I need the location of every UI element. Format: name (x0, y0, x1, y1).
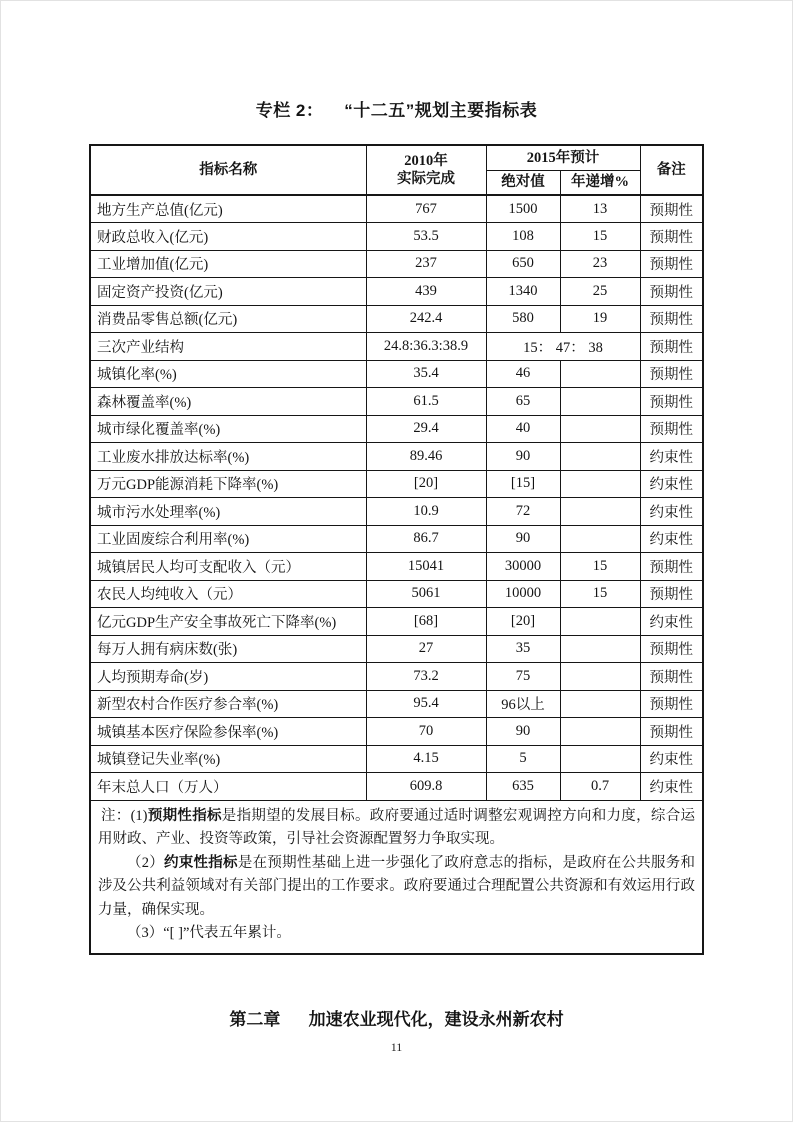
annual-growth-cell (560, 635, 640, 663)
header-indicator-name: 指标名称 (90, 145, 366, 195)
header-row-1 (90, 145, 703, 170)
remark-cell: 约束性 (640, 443, 703, 471)
note-paragraph (98, 922, 695, 946)
note-text: （2） (127, 854, 165, 871)
table-row (90, 250, 703, 278)
annual-growth-cell: 13 (560, 195, 640, 223)
annual-growth-cell: 0.7 (560, 773, 640, 801)
indicator-name-cell: 工业增加值(亿元) (90, 250, 366, 278)
annual-growth-cell: 19 (560, 305, 640, 333)
note-text: 是在预期性基础上进一步强化了政府意志的指标，是政府在公共服务和涉及公共利益领域对有关部门提出的工作要求。政府要通过合理配置公共资源和有效运用行政力量，确保实现。 (98, 854, 696, 918)
table-header (90, 145, 703, 195)
annual-growth-cell (560, 608, 640, 636)
remark-cell: 预期性 (640, 580, 703, 608)
value-2015-absolute-cell: 580 (486, 305, 560, 333)
value-2015-absolute-cell: 46 (486, 360, 560, 388)
value-2015-absolute-cell: 1340 (486, 278, 560, 306)
indicator-name-cell: 亿元GDP生产安全事故死亡下降率(%) (90, 608, 366, 636)
indicator-name-cell: 消费品零售总额(亿元) (90, 305, 366, 333)
table-row (90, 663, 703, 691)
value-2010-cell: [20] (366, 470, 486, 498)
value-2010-cell: 237 (366, 250, 486, 278)
value-2015-absolute-cell: 108 (486, 223, 560, 251)
table-row (90, 718, 703, 746)
annual-growth-cell (560, 718, 640, 746)
value-2010-cell: 609.8 (366, 773, 486, 801)
annual-growth-cell: 15 (560, 553, 640, 581)
indicator-name-cell: 万元GDP能源消耗下降率(%) (90, 470, 366, 498)
header-2015-forecast: 2015年预计 (486, 145, 640, 170)
notes (90, 800, 703, 954)
annual-growth-cell: 15 (560, 223, 640, 251)
value-2015-absolute-cell: 90 (486, 443, 560, 471)
indicator-name-cell: 每万人拥有病床数(张) (90, 635, 366, 663)
indicator-name-cell: 地方生产总值(亿元) (90, 195, 366, 223)
table-row (90, 498, 703, 526)
indicator-name-cell: 森林覆盖率(%) (90, 388, 366, 416)
remark-cell: 预期性 (640, 305, 703, 333)
header-2010-line1: 2010年 (404, 152, 448, 169)
value-2010-cell: 24.8:36.3:38.9 (366, 333, 486, 361)
remark-cell: 约束性 (640, 608, 703, 636)
page-number: 11 (390, 1040, 403, 1055)
indicator-name-cell: 工业废水排放达标率(%) (90, 443, 366, 471)
table-footer (90, 800, 703, 954)
annual-growth-cell (560, 525, 640, 553)
remark-cell: 约束性 (640, 745, 703, 773)
remark-cell: 预期性 (640, 333, 703, 361)
annual-growth-cell (560, 388, 640, 416)
table-title: 专栏 2： “十二五”规划主要指标表 (255, 101, 538, 120)
table-row (90, 553, 703, 581)
header-annual-growth: 年递增% (560, 170, 640, 195)
indicator-name-cell: 农民人均纯收入（元） (90, 580, 366, 608)
note-term-bold: 约束性指标 (164, 854, 238, 871)
annual-growth-cell (560, 663, 640, 691)
value-2010-cell: 70 (366, 718, 486, 746)
value-2015-absolute-cell: 40 (486, 415, 560, 443)
remark-cell: 预期性 (640, 360, 703, 388)
remark-cell: 预期性 (640, 195, 703, 223)
value-2015-absolute-cell: [20] (486, 608, 560, 636)
indicator-name-cell: 三次产业结构 (90, 333, 366, 361)
value-2010-cell: 15041 (366, 553, 486, 581)
table-row (90, 415, 703, 443)
table-row (90, 525, 703, 553)
indicator-name-cell: 城镇基本医疗保险参保率(%) (90, 718, 366, 746)
table-row (90, 470, 703, 498)
annual-growth-cell: 15 (560, 580, 640, 608)
table-row (90, 333, 703, 361)
remark-cell: 预期性 (640, 278, 703, 306)
value-2010-cell: 4.15 (366, 745, 486, 773)
indicator-name-cell: 城市绿化覆盖率(%) (90, 415, 366, 443)
note-paragraph (98, 852, 695, 923)
note-text: 是指期望的发展目标。政府要通过适时调整宏观调控方向和力度，综合运用财政、产业、投资等政策，引导社会资源配置努力争取实现。 (98, 807, 695, 848)
indicator-name-cell: 人均预期寿命(岁) (90, 663, 366, 691)
header-remark: 备注 (640, 145, 703, 195)
value-2010-cell: 5061 (366, 580, 486, 608)
indicator-name-cell: 城镇化率(%) (90, 360, 366, 388)
table-row (90, 580, 703, 608)
note-term-bold: 预期性指标 (147, 807, 222, 824)
remark-cell: 约束性 (640, 773, 703, 801)
value-2015-absolute-cell: 96以上 (486, 690, 560, 718)
indicator-name-cell: 新型农村合作医疗参合率(%) (90, 690, 366, 718)
value-2015-absolute-cell: 72 (486, 498, 560, 526)
remark-cell: 约束性 (640, 470, 703, 498)
note-text: （3）“[ ]”代表五年累计。 (127, 925, 291, 942)
value-2015-absolute-cell: 90 (486, 718, 560, 746)
value-2015-absolute-cell: 90 (486, 525, 560, 553)
value-2010-cell: 29.4 (366, 415, 486, 443)
value-2010-cell: 35.4 (366, 360, 486, 388)
table-row (90, 690, 703, 718)
table-row (90, 635, 703, 663)
indicator-name-cell: 城镇登记失业率(%) (90, 745, 366, 773)
remark-cell: 预期性 (640, 223, 703, 251)
table-row (90, 773, 703, 801)
indicator-name-cell: 财政总收入(亿元) (90, 223, 366, 251)
annual-growth-cell (560, 443, 640, 471)
value-2010-cell: 89.46 (366, 443, 486, 471)
indicators-table (89, 144, 704, 955)
value-2010-cell: 61.5 (366, 388, 486, 416)
indicator-name-cell: 城市污水处理率(%) (90, 498, 366, 526)
table-row (90, 278, 703, 306)
table-row (90, 195, 703, 223)
value-2015-absolute-cell: [15] (486, 470, 560, 498)
value-2010-cell: 95.4 (366, 690, 486, 718)
value-2015-absolute-cell: 650 (486, 250, 560, 278)
value-2010-cell: 10.9 (366, 498, 486, 526)
remark-cell: 预期性 (640, 635, 703, 663)
table-row (90, 443, 703, 471)
header-2010-actual (366, 145, 486, 195)
value-2010-cell: 27 (366, 635, 486, 663)
remark-cell: 预期性 (640, 553, 703, 581)
chapter-heading: 第二章 加速农业现代化，建设永州新农村 (229, 1010, 564, 1030)
table-row (90, 305, 703, 333)
remark-cell: 预期性 (640, 250, 703, 278)
remark-cell: 预期性 (640, 663, 703, 691)
value-2010-cell: 439 (366, 278, 486, 306)
remark-cell: 预期性 (640, 415, 703, 443)
annual-growth-cell: 25 (560, 278, 640, 306)
value-2010-cell: 86.7 (366, 525, 486, 553)
remark-cell: 预期性 (640, 690, 703, 718)
table-row (90, 388, 703, 416)
value-2015-absolute-cell: 30000 (486, 553, 560, 581)
header-absolute-value: 绝对值 (486, 170, 560, 195)
annual-growth-cell (560, 360, 640, 388)
table-row (90, 360, 703, 388)
annual-growth-cell (560, 745, 640, 773)
value-2015-absolute-cell: 35 (486, 635, 560, 663)
value-2010-cell: 53.5 (366, 223, 486, 251)
value-2010-cell: [68] (366, 608, 486, 636)
value-2015-absolute-cell: 1500 (486, 195, 560, 223)
remark-cell: 预期性 (640, 718, 703, 746)
indicator-name-cell: 年末总人口（万人） (90, 773, 366, 801)
indicator-name-cell: 城镇居民人均可支配收入（元） (90, 553, 366, 581)
annual-growth-cell (560, 498, 640, 526)
indicator-table-body (90, 195, 703, 800)
remark-cell: 约束性 (640, 498, 703, 526)
note-text: 注：(1) (101, 807, 148, 824)
indicator-name-cell: 工业固废综合利用率(%) (90, 525, 366, 553)
table-row (90, 223, 703, 251)
table-row (90, 745, 703, 773)
remark-cell: 约束性 (640, 525, 703, 553)
annual-growth-cell (560, 690, 640, 718)
value-2015-absolute-cell: 635 (486, 773, 560, 801)
note-paragraph (98, 805, 695, 852)
value-2015-merged-cell: 15： 47： 38 (486, 333, 640, 361)
notes-row (90, 800, 703, 954)
value-2015-absolute-cell: 10000 (486, 580, 560, 608)
table-row (90, 608, 703, 636)
indicator-name-cell: 固定资产投资(亿元) (90, 278, 366, 306)
value-2010-cell: 73.2 (366, 663, 486, 691)
value-2010-cell: 242.4 (366, 305, 486, 333)
remark-cell: 预期性 (640, 388, 703, 416)
value-2015-absolute-cell: 5 (486, 745, 560, 773)
value-2010-cell: 767 (366, 195, 486, 223)
value-2015-absolute-cell: 75 (486, 663, 560, 691)
value-2015-absolute-cell: 65 (486, 388, 560, 416)
header-2010-line2: 实际完成 (397, 171, 455, 187)
annual-growth-cell (560, 470, 640, 498)
annual-growth-cell: 23 (560, 250, 640, 278)
annual-growth-cell (560, 415, 640, 443)
